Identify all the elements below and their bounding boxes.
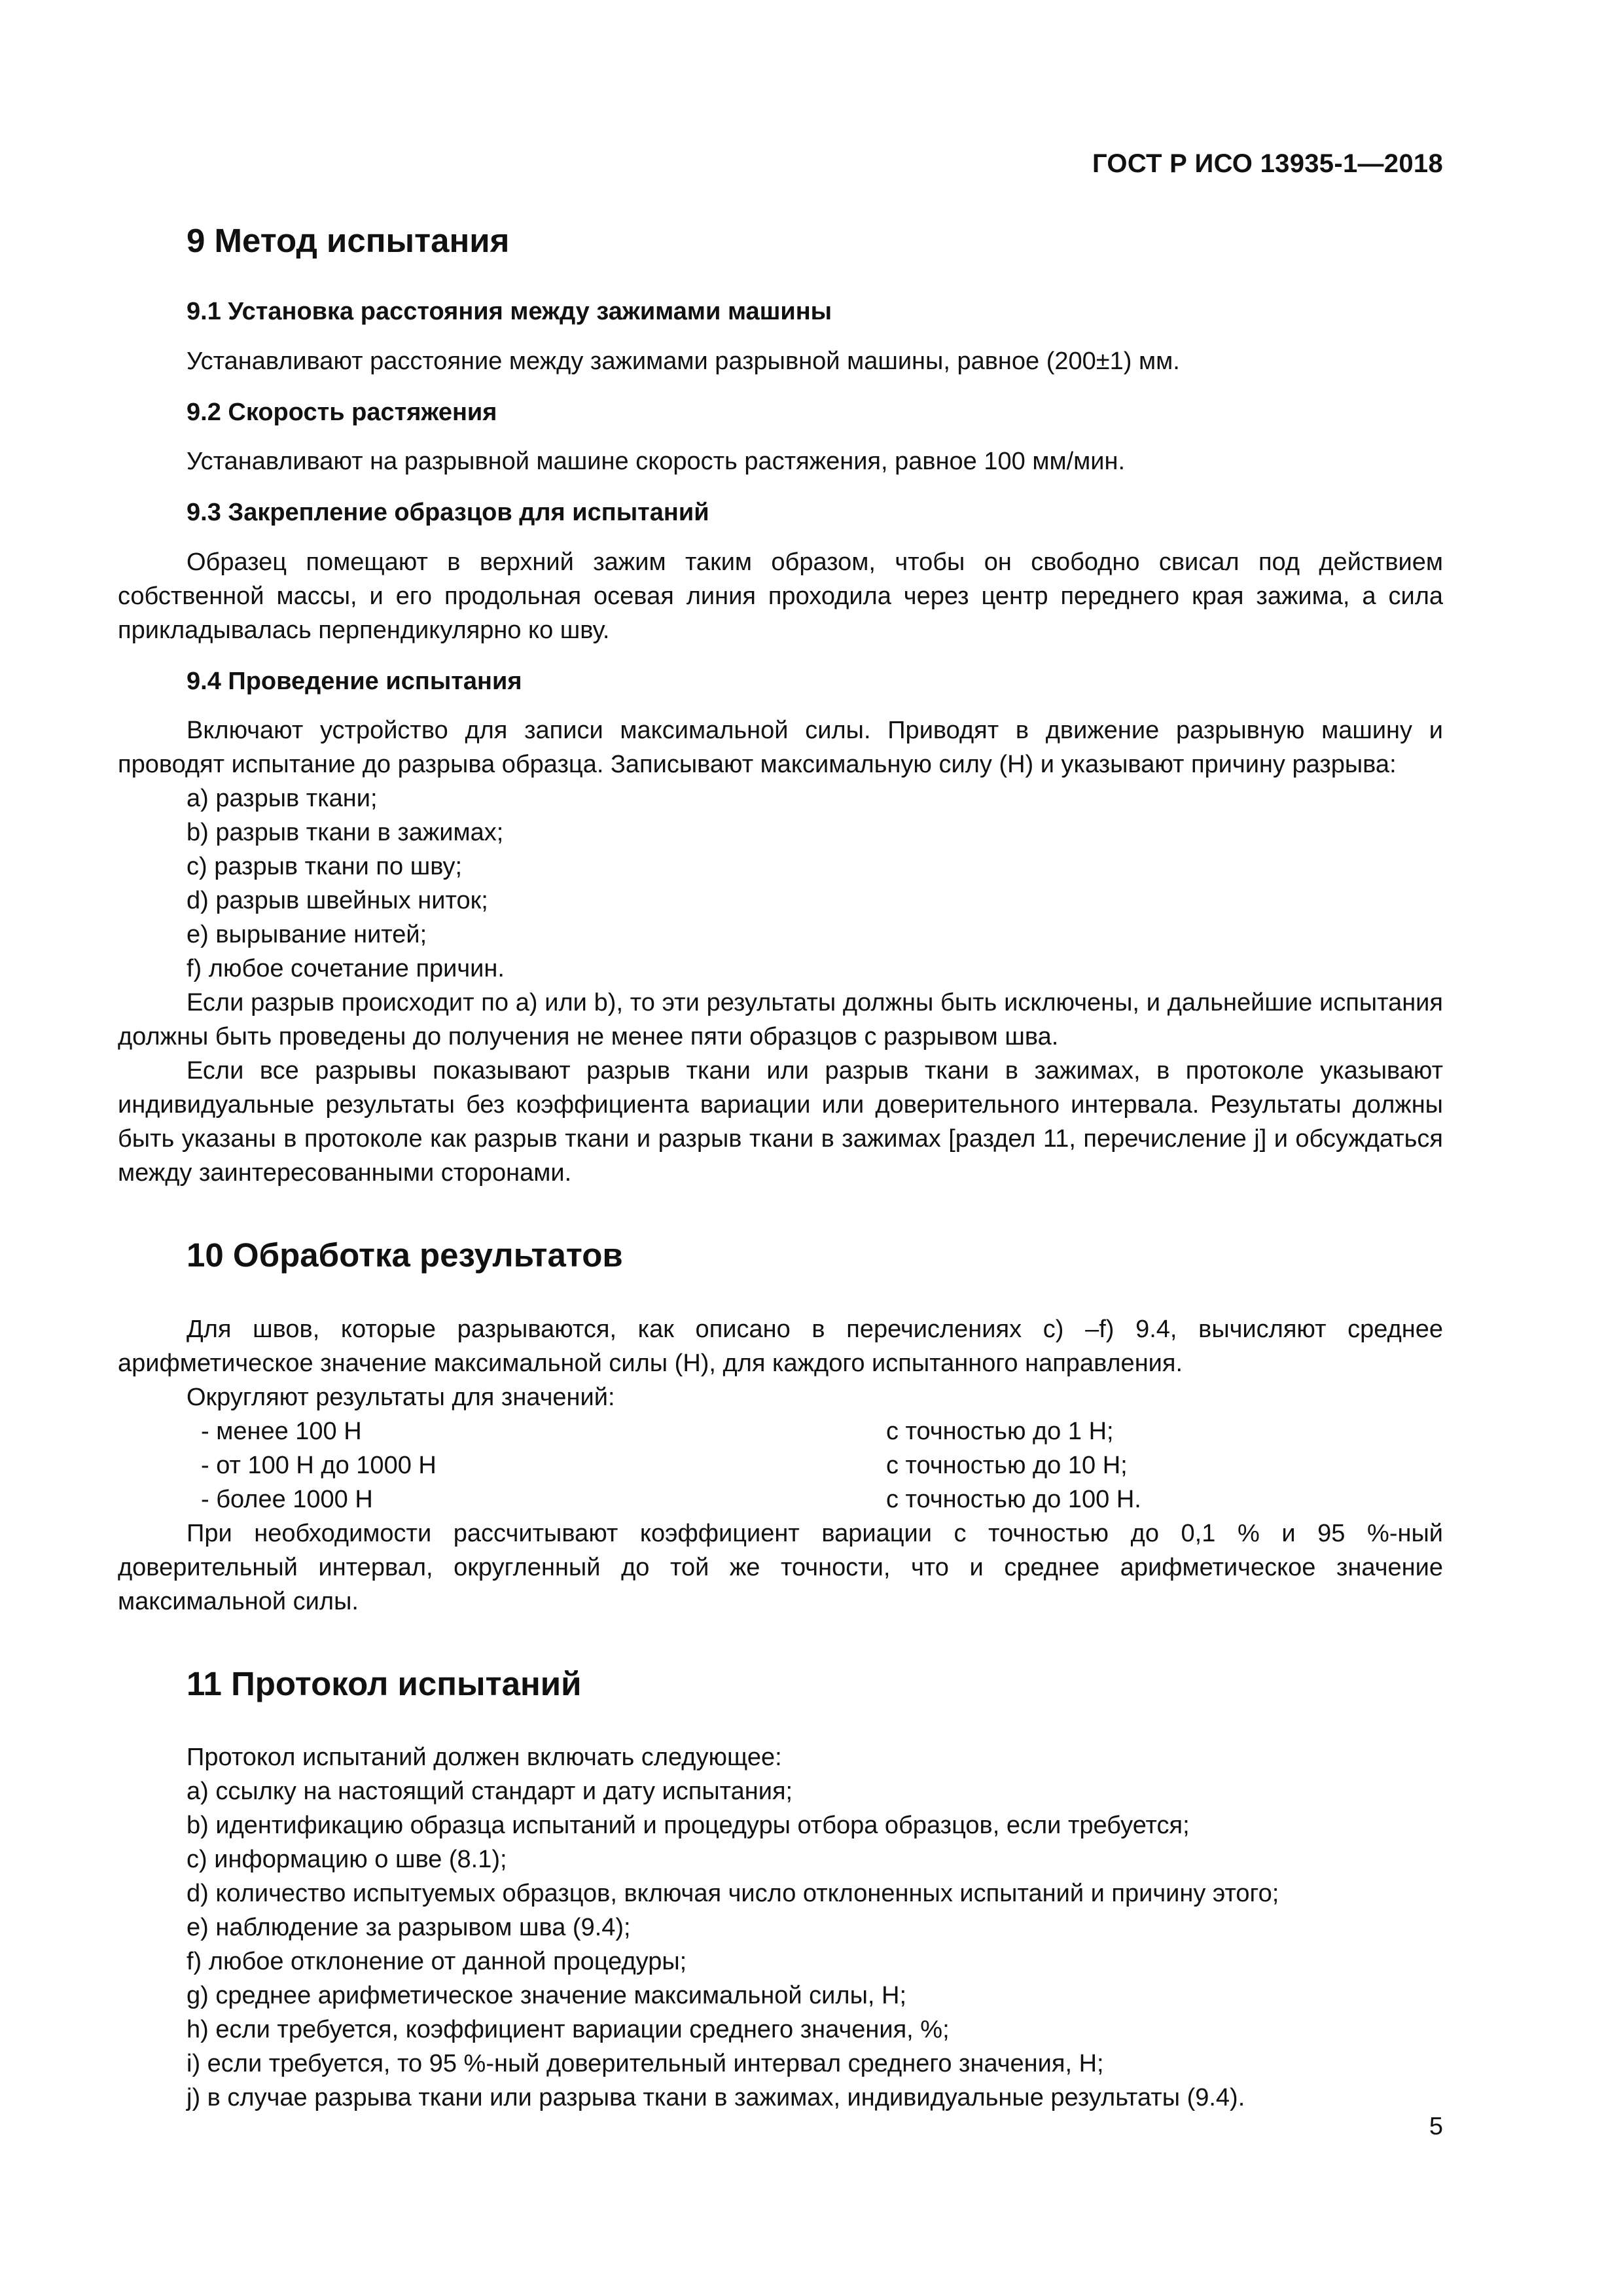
rounding-range: - менее 100 Н [201, 1417, 362, 1445]
list-item: a) ссылку на настоящий стандарт и дату испытания; [187, 1777, 793, 1805]
section-10-paragraph-1: Для швов, которые разрываются, как описано в перечислениях c) –f) 9.4, вычисляют среднее арифметическое значение максимальной силы (Н), для каждого испытанного направления. [118, 1315, 1443, 1377]
rounding-range: - более 1000 Н [201, 1485, 373, 1513]
subsection-9-4-heading: 9.4 Проведение испытания [187, 667, 522, 695]
subsection-9-1-text: Устанавливают расстояние между зажимами разрывной машины, равное (200±1) мм. [187, 347, 1180, 375]
rounding-range: - от 100 Н до 1000 Н [201, 1451, 437, 1479]
subsection-9-1-heading: 9.1 Установка расстояния между зажимами машины [187, 298, 832, 326]
section-10-title: 10 Обработка результатов [187, 1236, 623, 1274]
list-item: d) количество испытуемых образцов, включая число отклоненных испытаний и причину этого; [187, 1879, 1279, 1907]
list-item: g) среднее арифметическое значение максимальной силы, Н; [187, 1981, 906, 2009]
subsection-9-4-paragraph-1: Если разрыв происходит по a) или b), то эти результаты должны быть исключены, и дальнейшие испытания должны быть проведены до получения не менее пяти образцов с разрывом шва. [118, 989, 1443, 1051]
rounding-precision: с точностью до 10 Н; [886, 1451, 1128, 1479]
subsection-9-2-text: Устанавливают на разрывной машине скорость растяжения, равное 100 мм/мин. [187, 448, 1126, 476]
break-cause-list [118, 781, 1443, 986]
list-item: c) разрыв ткани по шву; [187, 853, 463, 881]
list-item: f) любое сочетание причин. [187, 955, 505, 983]
document-page [118, 0, 1443, 2296]
subsection-9-3-text: Образец помещают в верхний зажим таким образом, чтобы он свободно свисал под действием собственной массы, и его продольная осевая линия проходила через центр переднего края зажима, а сила прикладывалась перпендикулярно ко шву. [118, 548, 1443, 644]
page-number: 5 [1429, 2113, 1443, 2140]
list-item: c) информацию о шве (8.1); [187, 1845, 507, 1873]
standard-id-header: ГОСТ Р ИСО 13935-1—2018 [1092, 149, 1443, 178]
section-10-paragraph-3: При необходимости рассчитывают коэффициент вариации с точностью до 0,1 % и 95 %-ный доверительный интервал, округленный до той же точности, что и среднее арифметическое значение максимальной силы. [118, 1519, 1443, 1615]
table-row [118, 1414, 1141, 1448]
rounding-table [118, 1414, 1141, 1516]
list-item: d) разрыв швейных ниток; [187, 887, 488, 915]
subsection-9-3-heading: 9.3 Закрепление образцов для испытаний [187, 499, 709, 527]
rounding-precision: с точностью до 100 Н. [886, 1485, 1141, 1513]
table-row [118, 1482, 1141, 1516]
list-item: h) если требуется, коэффициент вариации среднего значения, %; [187, 2015, 950, 2043]
section-11-title: 11 Протокол испытаний [187, 1664, 582, 1702]
list-item: e) наблюдение за разрывом шва (9.4); [187, 1913, 631, 1941]
report-contents-list [118, 1774, 1443, 2115]
table-row [118, 1448, 1141, 1482]
subsection-9-4-paragraph-2: Если все разрывы показывают разрыв ткани или разрыв ткани в зажимах, в протоколе указывают индивидуальные результаты без коэффициента вариации или доверительного интервала. Результаты должны быть указаны в протоколе как разрыв ткани и разрыв ткани в зажимах [раздел 11, перечисление j] и обсуждаться между заинтересованными сторонами. [118, 1057, 1443, 1187]
subsection-9-4-intro: Включают устройство для записи максимальной силы. Приводят в движение разрывную машину и проводят испытание до разрыва образца. Записывают максимальную силу (Н) и указывают причину разрыва: [118, 717, 1443, 779]
document-content [118, 223, 1443, 2115]
section-11-intro: Протокол испытаний должен включать следующее: [187, 1743, 782, 1771]
list-item: i) если требуется, то 95 %-ный доверительный интервал среднего значения, Н; [187, 2049, 1104, 2077]
list-item: j) в случае разрыва ткани или разрыва ткани в зажимах, индивидуальные результаты (9.4). [187, 2083, 1245, 2111]
list-item: b) разрыв ткани в зажимах; [187, 819, 504, 847]
subsection-9-2-heading: 9.2 Скорость растяжения [187, 398, 497, 426]
list-item: e) вырывание нитей; [187, 921, 427, 949]
rounding-precision: с точностью до 1 Н; [886, 1417, 1114, 1445]
list-item: a) разрыв ткани; [187, 785, 378, 813]
section-10-paragraph-2: Округляют результаты для значений: [187, 1383, 615, 1411]
list-item: b) идентификацию образца испытаний и процедуры отбора образцов, если требуется; [187, 1811, 1190, 1839]
section-9-title: 9 Метод испытания [187, 222, 510, 259]
list-item: f) любое отклонение от данной процедуры; [187, 1947, 687, 1975]
